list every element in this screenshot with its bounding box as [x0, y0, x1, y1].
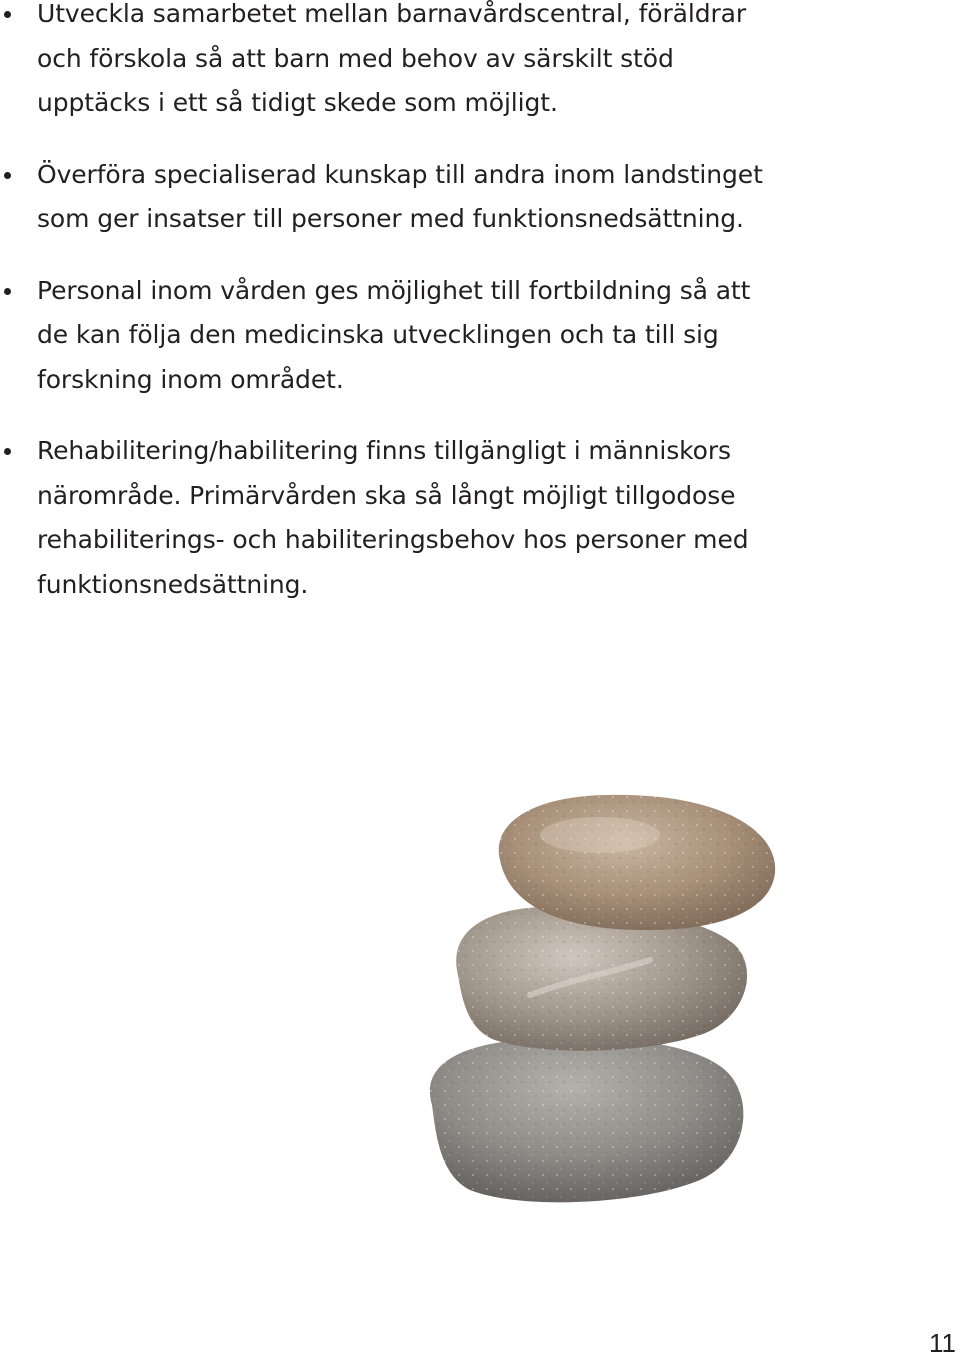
bullet-line: funktionsnedsättning. [37, 569, 309, 599]
stacked-stones-image [400, 765, 800, 1215]
bullet-line: forskning inom området. [37, 364, 344, 394]
bullet-line: närområde. Primärvården ska så långt möjligt tillgodose [37, 480, 736, 510]
bullet-line: Rehabilitering/habilitering finns tillgängligt i människors [37, 436, 731, 465]
bullet-icon [4, 172, 11, 179]
bullet-line: som ger insatser till personer med funktionsnedsättning. [37, 204, 744, 233]
bullet-item [0, 269, 830, 403]
bottom-stone [430, 1038, 744, 1203]
bullet-item [0, 429, 830, 607]
bullet-item [0, 0, 830, 126]
bullet-line: Personal inom vården ges möjlighet till fortbildning så att [37, 275, 751, 305]
bullet-line: de kan följa den medicinska utvecklingen och ta till sig [37, 320, 719, 349]
bullet-line: upptäcks i ett så tidigt skede som möjligt. [37, 88, 558, 117]
bullet-line: Överföra specialiserad kunskap till andra inom landstinget [37, 159, 763, 189]
bullet-line: och förskola så att barn med behov av särskilt stöd [37, 43, 674, 73]
bullet-icon [4, 288, 11, 295]
bullet-item [0, 153, 830, 242]
bullet-line: rehabiliterings- och habiliteringsbehov hos personer med [37, 525, 749, 554]
middle-stone [456, 906, 747, 1050]
bullet-icon [4, 11, 11, 18]
bullet-list [0, 0, 830, 634]
page-number: 11 [929, 1328, 956, 1358]
bullet-line: Utveckla samarbetet mellan barnavårdscentral, föräldrar [37, 0, 747, 28]
bullet-icon [4, 448, 11, 455]
top-stone [499, 795, 775, 930]
